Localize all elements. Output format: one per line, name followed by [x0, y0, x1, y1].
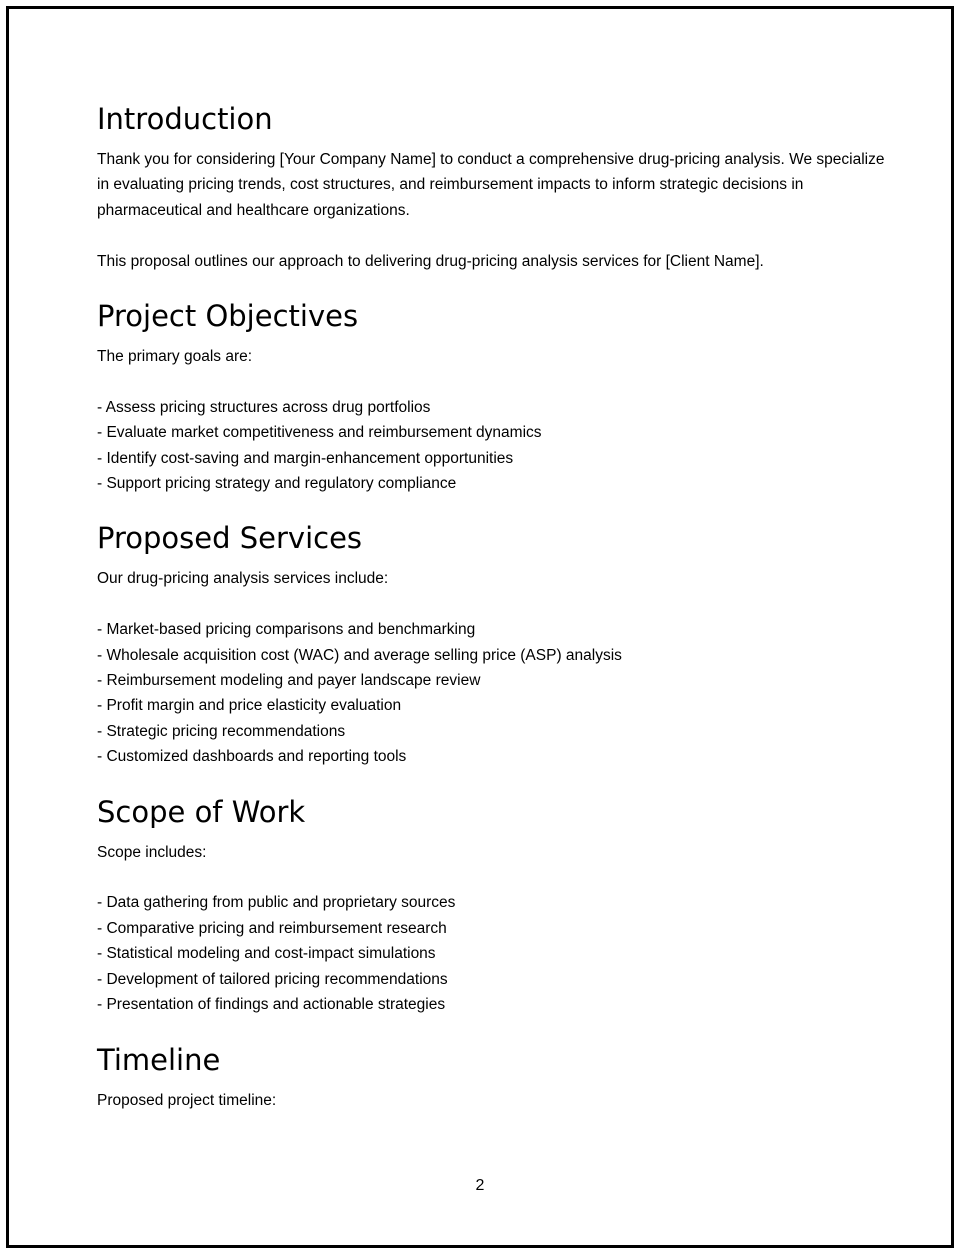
- section-title: Scope of Work: [97, 794, 306, 829]
- document-page: [6, 6, 954, 1248]
- section-title: Timeline: [97, 1042, 221, 1077]
- section-proposed-services: [97, 520, 887, 769]
- list-item: - Market-based pricing comparisons and benchmarking: [97, 621, 476, 639]
- list-item: - Evaluate market competitiveness and reimbursement dynamics: [97, 424, 542, 442]
- section-title: Introduction: [97, 102, 273, 136]
- list-item: - Development of tailored pricing recommendations: [97, 970, 448, 988]
- list-item: - Assess pricing structures across drug portfolios: [97, 398, 431, 416]
- section-intro: The primary goals are:: [97, 348, 253, 366]
- intro-paragraph: This proposal outlines our approach to delivering drug-pricing analysis services for [Client Name].: [97, 252, 764, 270]
- section-title: Proposed Services: [97, 521, 363, 556]
- list-item: - Reimbursement modeling and payer landscape review: [97, 672, 481, 690]
- page-content: [97, 101, 887, 1137]
- section-intro: Proposed project timeline:: [97, 1091, 277, 1109]
- section-intro: Our drug-pricing analysis services include:: [97, 570, 389, 588]
- section-intro: Scope includes:: [97, 843, 207, 861]
- section-scope-of-work: [97, 794, 887, 1018]
- list-item: - Support pricing strategy and regulatory compliance: [97, 475, 457, 493]
- list-item: - Comparative pricing and reimbursement research: [97, 919, 447, 937]
- section-title: Project Objectives: [97, 299, 359, 334]
- services-list: [97, 617, 887, 769]
- section-timeline: [97, 1042, 887, 1113]
- list-item: - Presentation of findings and actionable strategies: [97, 996, 446, 1014]
- page-number: 2: [475, 1177, 485, 1194]
- list-item: - Profit margin and price elasticity evaluation: [97, 697, 402, 715]
- section-project-objectives: [97, 298, 887, 496]
- list-item: - Strategic pricing recommendations: [97, 722, 346, 740]
- list-item: - Identify cost-saving and margin-enhancement opportunities: [97, 449, 514, 467]
- scope-list: [97, 890, 887, 1017]
- list-item: - Wholesale acquisition cost (WAC) and average selling price (ASP) analysis: [97, 646, 622, 664]
- list-item: - Statistical modeling and cost-impact simulations: [97, 945, 436, 963]
- section-introduction: [97, 101, 887, 274]
- objectives-list: [97, 395, 887, 497]
- list-item: - Data gathering from public and proprietary sources: [97, 894, 456, 912]
- intro-paragraph: Thank you for considering [Your Company Name] to conduct a comprehensive drug-pricing analysis. We specialize in evaluating pricing trends, cost structures, and reimbursement impacts to inform strategic decisions in pharmaceutical and healthcare organizations.: [97, 151, 885, 219]
- list-item: - Customized dashboards and reporting tools: [97, 748, 407, 766]
